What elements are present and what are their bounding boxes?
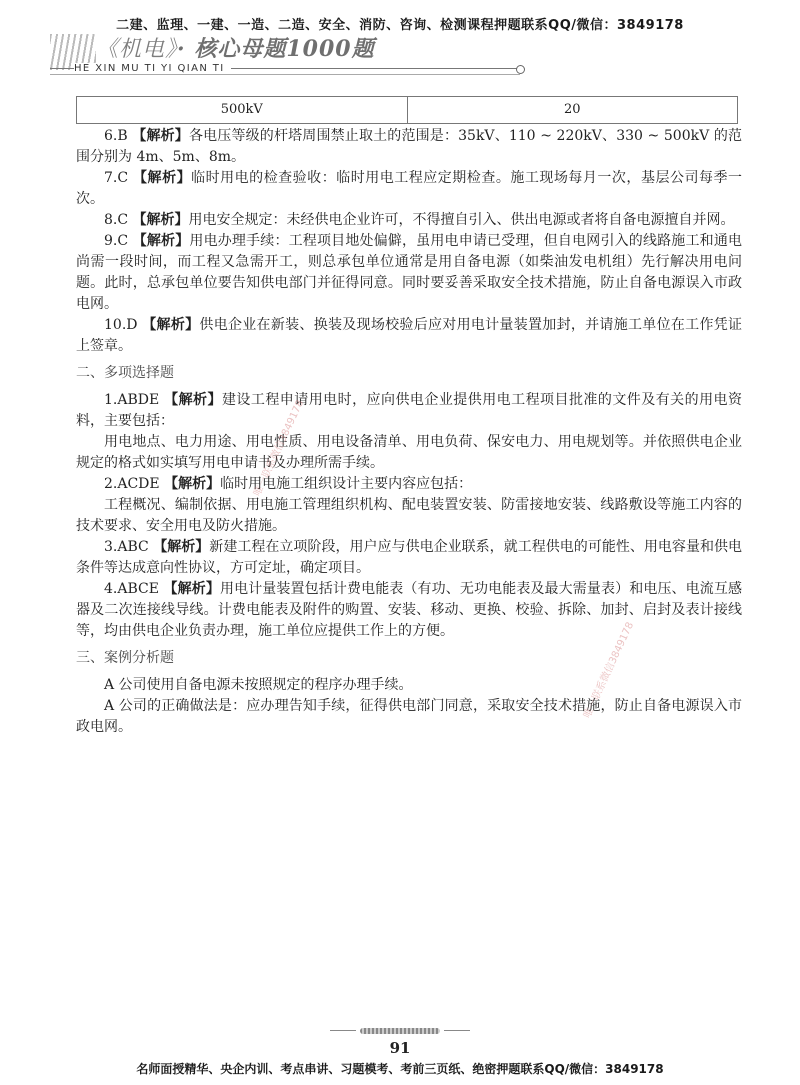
header-rule-secondary xyxy=(50,74,520,75)
multi-answer-1-detail: 用电地点、电力用途、用电性质、用电设备清单、用电负荷、保安电力、用电规划等。并依照供电企业规定的格式如实填写用电申请书及办理所需手续。 xyxy=(76,434,742,471)
multi-answer-2 xyxy=(76,474,742,495)
answer-number: 4.ABCE xyxy=(104,581,159,597)
watermark-stamp: 唯一联系微信3849178 xyxy=(582,620,637,721)
answer-text: 用电计量装置包括计费电能表（有功、无功电能表及最大需量表）和电压、电流互感器及二次连接线导线。计费电能表及附件的购置、安装、移动、更换、校验、拆除、加封、启封及表计接线等，均由供电企业负责办理，施工单位应提供工作上的方便。 xyxy=(76,581,743,639)
case-answer-line-2: A 公司的正确做法是：应办理告知手续，征得供电部门同意，采取安全技术措施，防止自备电源误入市政电网。 xyxy=(76,698,742,735)
analysis-tag: 【解析】 xyxy=(132,233,190,249)
answer-text: 供电企业在新装、换装及现场校验后应对用电计量装置加封，并请施工单位在工作凭证上签章。 xyxy=(76,317,743,354)
book-header xyxy=(50,30,750,80)
answer-text: 临时用电的检查验收：临时用电工程应定期检查。施工现场每月一次，基层公司每季一次。 xyxy=(76,170,743,207)
answer-number: 10.D xyxy=(104,317,138,333)
watermark-stamp: 唯一联系微信3849178 xyxy=(252,398,307,499)
answer-text: 用电安全规定：未经供电企业许可，不得擅自引入、供出电源或者将自备电源擅自并网。 xyxy=(188,212,735,228)
answer-content xyxy=(76,126,742,738)
analysis-tag: 【解析】 xyxy=(164,392,222,408)
analysis-tag: 【解析】 xyxy=(132,128,189,144)
analysis-tag: 【解析】 xyxy=(132,212,189,228)
section-title-multiple-choice: 二、多项选择题 xyxy=(76,365,174,381)
answer-8 xyxy=(76,210,742,231)
answer-number: 8.C xyxy=(104,212,129,228)
answer-number: 9.C xyxy=(104,233,129,249)
book-title-series: · 核心母题1000题 xyxy=(177,36,375,62)
book-title xyxy=(96,32,375,63)
analysis-tag: 【解析】 xyxy=(153,539,210,555)
answer-text: 临时用电施工组织设计主要内容应包括： xyxy=(220,476,473,492)
book-pinyin: HE XIN MU TI YI QIAN TI xyxy=(74,63,231,74)
answer-9 xyxy=(76,231,742,315)
multi-answer-3 xyxy=(76,537,742,579)
table-cell-voltage: 500kV xyxy=(220,102,263,117)
answer-7 xyxy=(76,168,742,210)
footer-ornament xyxy=(360,1028,440,1034)
analysis-tag: 【解析】 xyxy=(163,581,220,597)
answer-number: 6.B xyxy=(104,128,128,144)
footer-rule-left xyxy=(330,1030,356,1031)
answer-text: 新建工程在立项阶段，用户应与供电企业联系，就工程供电的可能性、用电容量和供电条件等达成意向性协议，方可定址，确定项目。 xyxy=(76,539,743,576)
top-banner: 二建、监理、一建、一造、二造、安全、消防、咨询、检测课程押题联系QQ/微信：3849178 xyxy=(116,18,684,33)
answer-number: 3.ABC xyxy=(104,539,149,555)
answer-10 xyxy=(76,315,742,357)
answer-number: 1.ABDE xyxy=(104,392,160,408)
answer-text: 各电压等级的杆塔周围禁止取土的范围是：35kV、110 ~ 220kV、330 ~ 500kV 的范围分别为 4m、5m、8m。 xyxy=(76,128,742,165)
answer-number: 2.ACDE xyxy=(104,476,160,492)
analysis-tag: 【解析】 xyxy=(142,317,200,333)
section-title-case-analysis: 三、案例分析题 xyxy=(76,650,174,666)
multi-answer-1 xyxy=(76,390,742,432)
answer-text: 建设工程申请用电时，应向供电企业提供用电工程项目批准的文件及有关的用电资料，主要包括： xyxy=(76,392,743,429)
analysis-tag: 【解析】 xyxy=(133,170,192,186)
answer-6 xyxy=(76,126,742,168)
voltage-table-row xyxy=(76,96,738,124)
bottom-banner: 名师面授精华、央企内训、考点串讲、习题模考、考前三页纸、绝密押题联系QQ/微信：3849178 xyxy=(136,1062,664,1076)
header-dot-decoration xyxy=(516,65,525,74)
analysis-tag: 【解析】 xyxy=(164,476,221,492)
multi-answer-4 xyxy=(76,579,742,642)
answer-text: 用电办理手续：工程项目地处偏僻，虽用电申请已受理，但自电网引入的线路施工和通电尚需一段时间，而工程又急需开工，则总承包单位通常是用自备电源（如柴油发电机组）先行解决用电问题。此时，总承包单位要告知供电部门并征得同意。同时要妥善采取安全技术措施，防止自备电源误入市政电网。 xyxy=(76,233,743,312)
multi-answer-2-detail: 工程概况、编制依据、用电施工管理组织机构、配电装置安装、防雷接地安装、线路敷设等施工内容的技术要求、安全用电及防火措施。 xyxy=(76,497,742,534)
table-cell-distance: 20 xyxy=(407,97,738,123)
case-answer-line-1: A 公司使用自备电源未按照规定的程序办理手续。 xyxy=(104,677,413,693)
book-title-subject: 《机电》 xyxy=(96,37,178,62)
answer-number: 7.C xyxy=(104,170,129,186)
page-number: 91 xyxy=(389,1039,411,1057)
footer-rule-right xyxy=(444,1030,470,1031)
